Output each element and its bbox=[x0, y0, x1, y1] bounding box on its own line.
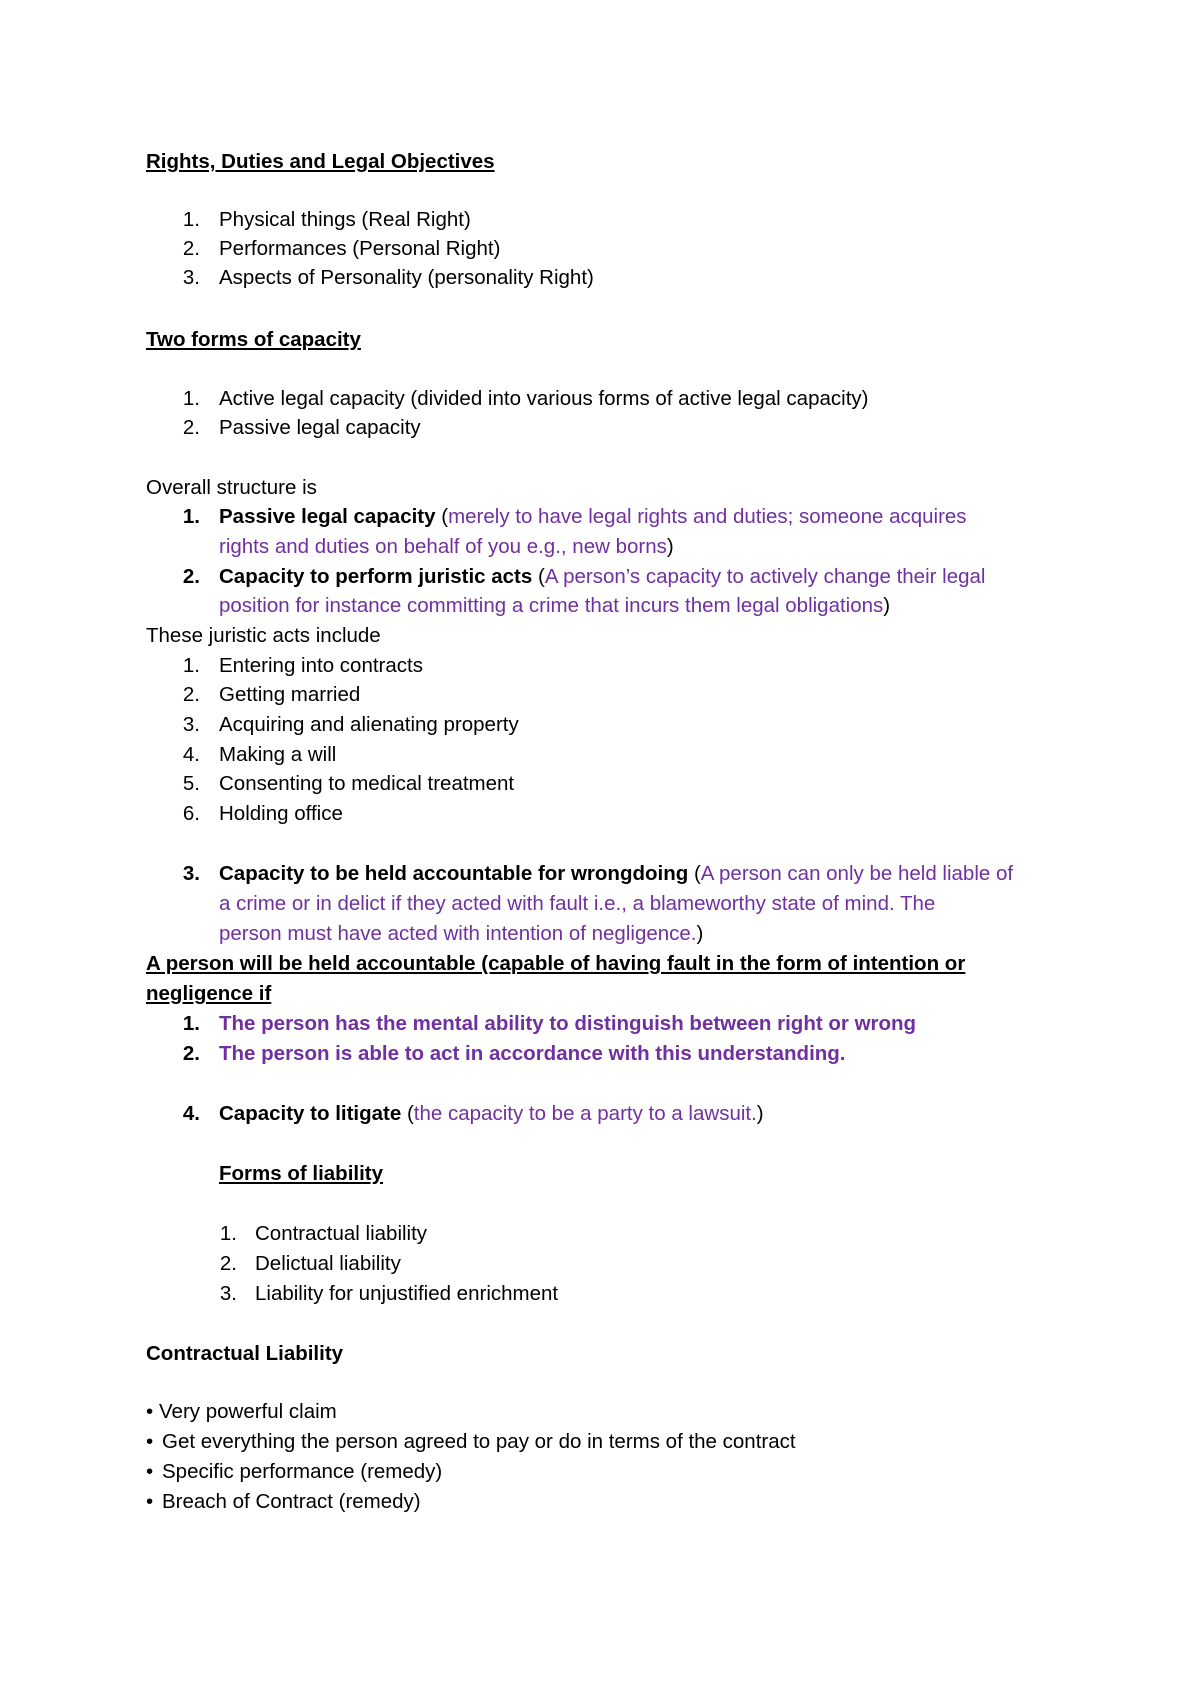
bullet-item: Breach of Contract (remedy) bbox=[162, 1490, 421, 1513]
section-heading-capacity: Two forms of capacity bbox=[146, 328, 361, 351]
list-number: 1. bbox=[219, 1222, 237, 1245]
bullet-item: Very powerful claim bbox=[159, 1400, 337, 1423]
list-number: 2. bbox=[182, 237, 200, 260]
list-item: Getting married bbox=[219, 683, 361, 706]
bullet-dot: • bbox=[146, 1460, 154, 1483]
list-number: 1. bbox=[182, 654, 200, 677]
paren-open: ( bbox=[532, 565, 545, 588]
list-item: Acquiring and alienating property bbox=[219, 713, 519, 736]
list-item bbox=[219, 860, 1013, 888]
bullet-item: Get everything the person agreed to pay or do in terms of the contract bbox=[162, 1430, 796, 1453]
list-number: 3. bbox=[182, 862, 200, 885]
list-item-continuation bbox=[219, 920, 703, 948]
item-title: Capacity to be held accountable for wrongdoing bbox=[219, 862, 689, 885]
item-title: Passive legal capacity bbox=[219, 505, 436, 528]
list-number: 2. bbox=[182, 565, 200, 588]
list-item: The person is able to act in accordance with this understanding. bbox=[219, 1042, 846, 1065]
bullet-dot: • bbox=[146, 1430, 154, 1453]
juristic-intro: These juristic acts include bbox=[146, 624, 381, 647]
paren-open: ( bbox=[401, 1102, 414, 1125]
list-item: Entering into contracts bbox=[219, 654, 423, 677]
list-number: 2. bbox=[182, 683, 200, 706]
paren-open: ( bbox=[688, 862, 701, 885]
list-number: 4. bbox=[182, 1102, 200, 1125]
list-number: 1. bbox=[182, 505, 200, 528]
item-note: position for instance committing a crime that incurs them legal obligations bbox=[219, 594, 884, 617]
list-item: Passive legal capacity bbox=[219, 416, 421, 439]
list-item: Delictual liability bbox=[255, 1252, 401, 1275]
item-title: Capacity to litigate bbox=[219, 1102, 402, 1125]
list-number: 5. bbox=[182, 772, 200, 795]
paren-close: ) bbox=[666, 535, 674, 558]
item-title: Capacity to perform juristic acts bbox=[219, 565, 533, 588]
list-number: 2. bbox=[182, 416, 200, 439]
list-item: Contractual liability bbox=[255, 1222, 428, 1245]
list-number: 3. bbox=[219, 1282, 237, 1305]
bullet-dot: • bbox=[146, 1490, 154, 1513]
item-note: rights and duties on behalf of you e.g., new borns bbox=[219, 535, 667, 558]
accountable-heading: A person will be held accountable (capable of having fault in the form of intention or bbox=[146, 952, 966, 975]
list-item bbox=[219, 503, 967, 531]
list-number: 2. bbox=[182, 1042, 200, 1065]
list-item: Consenting to medical treatment bbox=[219, 772, 515, 795]
bullet-dot: • bbox=[146, 1400, 154, 1423]
list-item-continuation: a crime or in delict if they acted with fault i.e., a blameworthy state of mind. The bbox=[219, 892, 936, 915]
item-note: A person’s capacity to actively change their legal bbox=[544, 565, 986, 588]
list-number: 2. bbox=[219, 1252, 237, 1275]
list-item: Performances (Personal Right) bbox=[219, 237, 501, 260]
list-number: 6. bbox=[182, 802, 200, 825]
list-number: 3. bbox=[182, 266, 200, 289]
section-heading-rights: Rights, Duties and Legal Objectives bbox=[146, 150, 495, 173]
list-item: Active legal capacity (divided into various forms of active legal capacity) bbox=[219, 387, 869, 410]
list-item bbox=[219, 1100, 764, 1128]
overall-intro: Overall structure is bbox=[146, 476, 317, 499]
list-item: Making a will bbox=[219, 743, 337, 766]
list-item-continuation bbox=[219, 533, 674, 561]
list-number: 1. bbox=[182, 208, 200, 231]
list-item: The person has the mental ability to distinguish between right or wrong bbox=[219, 1012, 917, 1035]
paren-close: ) bbox=[756, 1102, 764, 1125]
item-note: merely to have legal rights and duties; someone acquires bbox=[448, 505, 967, 528]
item-note: person must have acted with intention of negligence. bbox=[219, 922, 697, 945]
list-number: 1. bbox=[182, 387, 200, 410]
item-note: A person can only be held liable of bbox=[700, 862, 1014, 885]
accountable-heading-cont: negligence if bbox=[146, 982, 272, 1005]
list-number: 3. bbox=[182, 713, 200, 736]
list-number: 4. bbox=[182, 743, 200, 766]
list-number: 1. bbox=[182, 1012, 200, 1035]
paren-open: ( bbox=[435, 505, 449, 528]
list-item-continuation bbox=[219, 592, 890, 620]
bullet-item: Specific performance (remedy) bbox=[162, 1460, 443, 1483]
paren-close: ) bbox=[696, 922, 704, 945]
list-item: Physical things (Real Right) bbox=[219, 208, 471, 231]
item-note: the capacity to be a party to a lawsuit. bbox=[413, 1102, 757, 1125]
section-heading-contractual: Contractual Liability bbox=[146, 1342, 344, 1365]
paren-close: ) bbox=[883, 594, 891, 617]
list-item: Aspects of Personality (personality Right) bbox=[219, 266, 594, 289]
list-item: Holding office bbox=[219, 802, 343, 825]
list-item bbox=[219, 563, 985, 591]
list-item: Liability for unjustified enrichment bbox=[255, 1282, 559, 1305]
section-heading-liability: Forms of liability bbox=[219, 1162, 384, 1185]
